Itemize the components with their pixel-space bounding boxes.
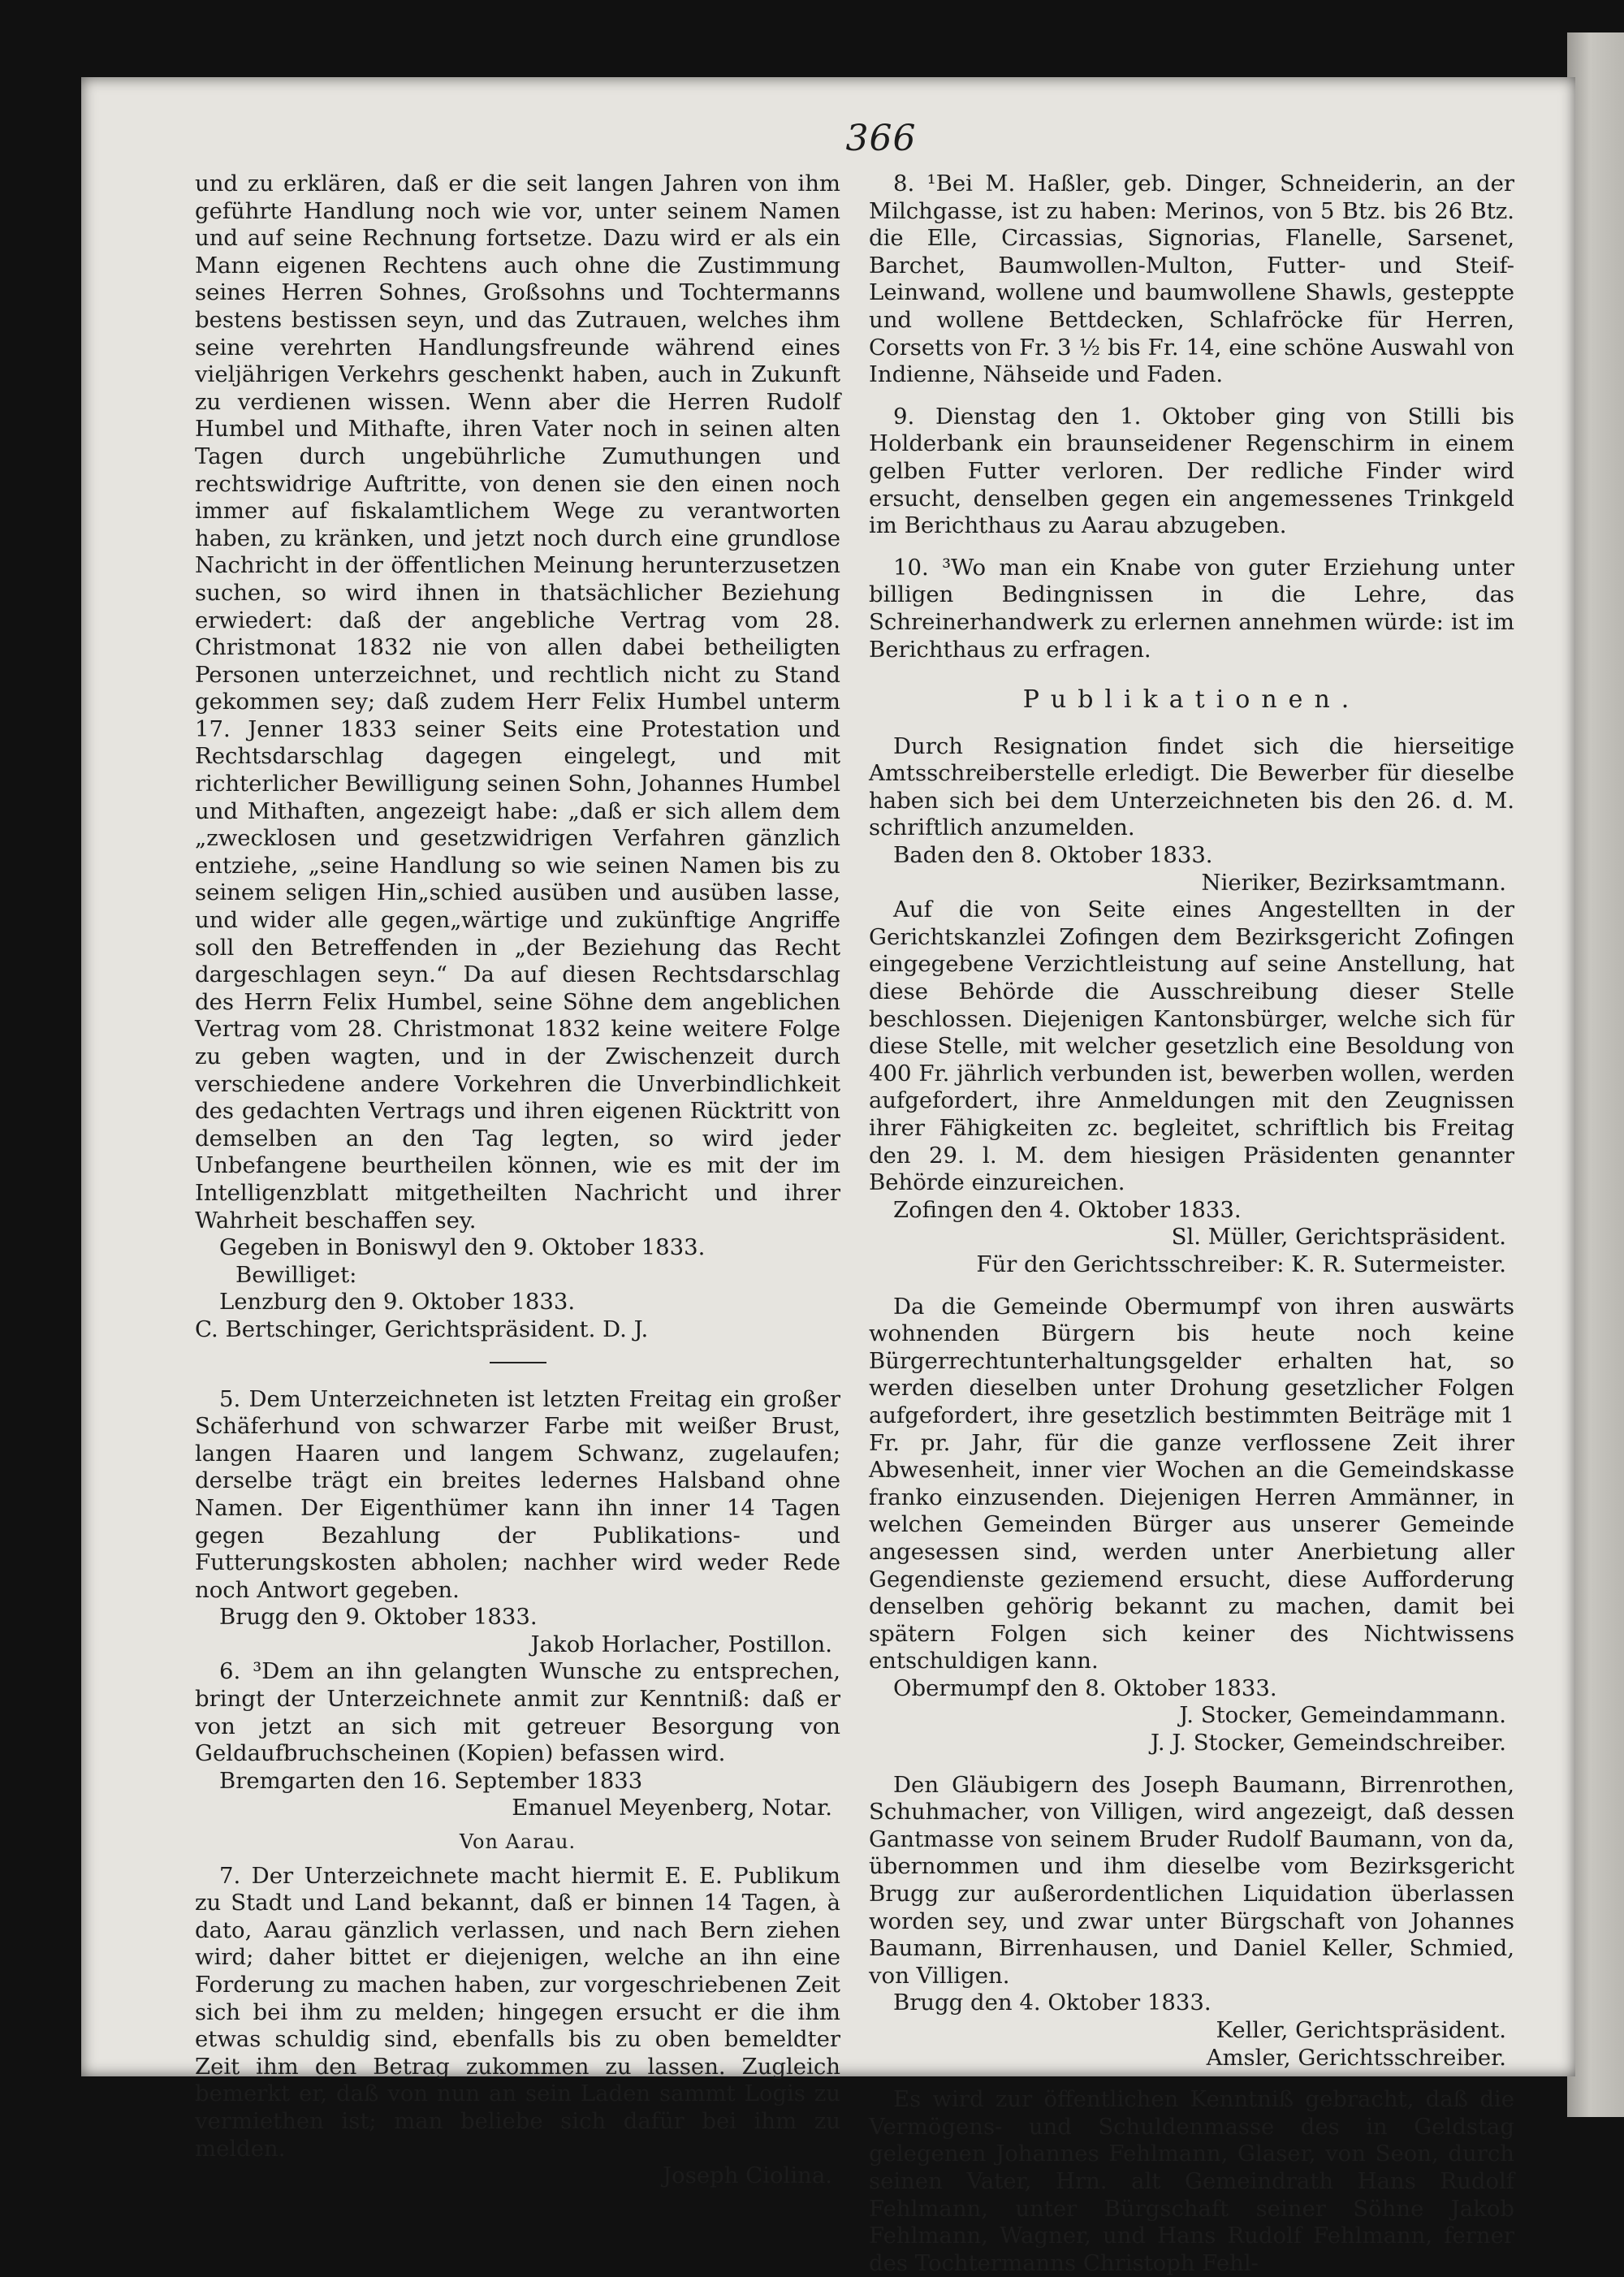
approval-signature: C. Bertschinger, Gerichtspräsident. D. J.: [195, 1316, 649, 1342]
publication-4-signature-2: Amsler, Gerichtsschreiber.: [1206, 2044, 1506, 2071]
publication-4-place: Brugg den 4. Oktober 1833.: [893, 1990, 1212, 2016]
publication-1-signature: Nieriker, Bezirksamtmann.: [1201, 869, 1506, 896]
spacer: [869, 540, 1514, 555]
notice-9-text: 9. Dienstag den 1. Oktober ging von Stilli bis Holderbank ein braunseidener Regenschirm in einem gelben Futter verloren. Der redliche Finder wird ersucht, denselben gegen ein angemessenes Trinkgeld im Berichthaus zu Aarau abzugeben.: [869, 403, 1514, 539]
approval-place: Lenzburg den 9. Oktober 1833.: [219, 1289, 576, 1316]
publication-3-signature-1: J. Stocker, Gemeindammann.: [1179, 1702, 1506, 1729]
notice-5-place: Brugg den 9. Oktober 1833.: [219, 1604, 538, 1631]
publication-4-signature-1: Keller, Gerichtspräsident.: [1216, 2017, 1506, 2043]
publication-5-text: Es wird zur öffentlichen Kenntniß gebracht, daß die Vermögens- und Schuldenmasse des in Geldstag gelegenen Johannes Fehlmann, Glaser, von Seon, durch seinen Vater, Hrn. alt Gemeindrath Hans Rudolf Fehlmann, unter Bürgschaft seiner Söhne Jakob Fehlmann, Wagner, und Hans Rudolf Fehlmann, ferner des Tochtermanns Christoph Fehl-: [869, 2086, 1514, 2276]
spacer: [869, 389, 1514, 404]
notice-6-place: Bremgarten den 16. September 1833: [219, 1767, 643, 1794]
spacer: [869, 1279, 1514, 1294]
publication-2-signature-1: Sl. Müller, Gerichtspräsident.: [1171, 1224, 1506, 1251]
notice-8-text: 8. ¹Bei M. Haßler, geb. Dinger, Schneiderin, an der Milchgasse, ist zu haben: Merinos, von 5 Btz. bis 26 Btz. die Elle, Circassias, Signorias, Flanelle, Sarsenet, Barchet, Baumwollen-Multon, Futter- und Steif-Leinwand, wollene und baumwollene Shawls, gesteppte und wollene Bettdecken, Schlafröcke für Herren, Corsetts von Fr. 3 ½ bis Fr. 14, eine schöne Auswahl von Indienne, Nähseide und Faden.: [869, 171, 1514, 388]
spacer: [869, 1757, 1514, 1772]
publication-1-text: Durch Resignation findet sich die hierseitige Amtsschreiberstelle erledigt. Die Bewerber für dieselbe haben sich bei dem Unterzeichneten bis den 26. d. M. schriftlich anzumelden.: [869, 732, 1514, 841]
approval-label: Bewilliget:: [235, 1261, 357, 1288]
notice-6-text: 6. ³Dem an ihn gelangten Wunsche zu entsprechen, bringt der Unterzeichnete anmit zur Kenntniß: daß er von jetzt an sich mit getreuer Besorgung von Geldaufbruchscheinen (Kopien) befassen wird.: [195, 1658, 840, 1767]
notice-7-heading: Von Aarau.: [459, 1830, 577, 1854]
notice-7-text: 7. Der Unterzeichnete macht hiermit E. E. Publikum zu Stadt und Land bekannt, daß er binnen 14 Tagen, à dato, Aarau gänzlich verlassen, und nach Bern ziehen wird; daher bittet er diejenigen, welche an ihn eine Forderung zu machen haben, zur vorgeschriebenen Zeit sich bei ihm zu melden; hingegen ersucht er die ihm etwas schuldig sind, ebenfalls bis zu oben bemeldter Zeit ihm den Betrag zukommen zu lassen. Zugleich bemerkt er, daß von nun an sein Laden sammt Logis zu vermiethen ist; man beliebe sich dafür bei ihm zu melden.: [195, 1862, 840, 2162]
publication-2-signature-2: Für den Gerichtsschreiber: K. R. Sutermeister.: [976, 1251, 1506, 1277]
notice-5-signature: Jakob Horlacher, Postillon.: [530, 1631, 832, 1657]
spacer: [869, 2072, 1514, 2086]
notice-humbel-given: Gegeben in Boniswyl den 9. Oktober 1833.: [219, 1234, 706, 1261]
publication-3-place: Obermumpf den 8. Oktober 1833.: [893, 1674, 1277, 1701]
section-heading-publications: Publikationen.: [1022, 685, 1361, 715]
publication-3-text: Da die Gemeinde Obermumpf von ihren auswärts wohnenden Bürgern bis heute noch keine Bürgerrechtunterhaltungsgelder erhalten hat, so werden dieselben unter Drohung gesetzlicher Folgen aufgefordert, ihre gesetzlich bestimmten Beiträge mit 1 Fr. pr. Jahr, für die ganze verflossene Zeit ihrer Abwesenheit, inner vier Wochen an die Gemeindskasse franko einzusenden. Diejenigen Herren Ammänner, in welchen Gemeinden Bürger aus unserer Gemeinde angesessen sind, werden unter Anerbietung aller Gegendienste geziemend ersucht, diese Aufforderung denselben gehörig bekannt zu machen, damit bei spätern Folgen sich keiner des Nichtwissens entschuldigen kann.: [869, 1293, 1514, 1674]
newspaper-page: [81, 77, 1575, 2276]
publication-1-place: Baden den 8. Oktober 1833.: [893, 842, 1213, 869]
separator-rule: [490, 1362, 546, 1363]
notice-7-signature: Joseph Ciolina.: [663, 2163, 832, 2189]
publication-3-signature-2: J. J. Stocker, Gemeindschreiber.: [1150, 1730, 1506, 1756]
publication-2-text: Auf die von Seite eines Angestellten in der Gerichtskanzlei Zofingen dem Bezirksgericht Zofingen eingegebene Verzichtleistung auf seine Anstellung, hat diese Behörde die Ausschreibung dieser Stelle beschlossen. Diejenigen Kantonsbürger, welche sich für diese Stelle, mit welcher gesetzlich eine Besoldung von 400 Fr. jährlich verbunden ist, bewerben wollen, werden aufgefordert, ihre Anmeldungen mit den Zeugnissen ihrer Fähigkeiten zc. begleitet, schriftlich bis Freitag den 29. l. M. dem hiesigen Präsidenten genannter Behörde einzureichen.: [869, 897, 1514, 1196]
left-column: [195, 171, 840, 2190]
scan-background-edge: [1567, 32, 1624, 2117]
notice-5-text: 5. Dem Unterzeichneten ist letzten Freitag ein großer Schäferhund von schwarzer Farbe mit weißer Brust, langen Haaren und langem Schwanz, zugelaufen; derselbe trägt ein breites ledernes Halsband ohne Namen. Der Eigenthümer kann ihn inner 14 Tagen gegen Bezahlung der Publikations- und Futterungskosten abholen; nachher wird weder Rede noch Antwort gegeben.: [195, 1385, 840, 1603]
right-column: [869, 171, 1514, 2277]
notice-humbel-text: und zu erklären, daß er die seit langen Jahren von ihm geführte Handlung noch wie vor, unter seinem Namen und auf seine Rechnung fortsetze. Dazu wird er als ein Mann eigenen Rechtens auch ohne die Zustimmung seines Herren Sohnes, Großsohns und Tochtermanns bestens bestissen seyn, und das Zutrauen, welches ihm seine verehrten Handlungsfreunde während eines vieljährigen Verkehrs geschenkt haben, auch in Zukunft zu verdienen wissen. Wenn aber die Herren Rudolf Humbel und Mithafte, ihren Vater noch in seinen alten Tagen durch ungebührliche Zumuthungen und rechtswidrige Auftritte, von denen sie den einen noch immer auf fiskalamtlichem Wege zu verantworten haben, zu kränken, und jetzt noch durch eine grundlose Nachricht in der öffentlichen Meinung herunterzusetzen suchen, so wird ihnen in thatsächlicher Beziehung erwiedert: daß der angebliche Vertrag vom 28. Christmonat 1832 nie von allen dabei betheiligten Personen unterzeichnet, und rechtlich nicht zu Stand gekommen sey; daß zudem Herr Felix Humbel unterm 17. Jenner 1833 seiner Seits eine Protestation und Rechtsdarschlag dagegen eingelegt, und mit richterlicher Bewilligung seinen Sohn, Johannes Humbel und Mithaften, angezeigt habe: „daß er sich allem dem „zwecklosen und gesetzwidrigen Verfahren gänzlich entziehe, „seine Handlung so wie seinen Namen bis zu seinem seligen Hin„schied ausüben und ausüben lasse, und wider alle gegen„wärtige und zukünftige Angriffe soll den Betreffenden in „der Beziehung das Recht dargeschlagen seyn.“ Da auf diesen Rechtsdarschlag des Herrn Felix Humbel, seine Söhne dem angeblichen Vertrag vom 28. Christmonat 1832 keine weitere Folge zu geben wagten, und in der Zwischenzeit durch verschiedene andere Vorkehren die Unverbindlichkeit des gedachten Vertrags und ihren eigenen Rücktritt von demselben an den Tag legten, so wird jeder Unbefangene beurtheilen können, wie es mit der im Intelligenzblatt mitgetheilten Nachricht und ihrer Wahrheit beschaffen sey.: [195, 171, 840, 1234]
notice-10-text: 10. ³Wo man ein Knabe von guter Erziehung unter billigen Bedingnissen in die Lehre, das Schreinerhandwerk zu erlernen annehmen würde: ist im Berichthaus zu erfragen.: [869, 554, 1514, 663]
page-number: 366: [845, 118, 917, 159]
publication-4-text: Den Gläubigern des Joseph Baumann, Birrenrothen, Schuhmacher, von Villigen, wird angezeigt, daß dessen Gantmasse von seinem Bruder Rudolf Baumann, von da, übernommen und ihm dieselbe vom Bezirksgericht Brugg zur außerordentlichen Liquidation überlassen worden sey, und zwar unter Bürgschaft von Johannes Baumann, Birrenhausen, und Daniel Keller, Schmied, von Villigen.: [869, 1771, 1514, 1989]
publication-2-place: Zofingen den 4. Oktober 1833.: [893, 1196, 1242, 1223]
notice-6-signature: Emanuel Meyenberg, Notar.: [512, 1795, 832, 1821]
